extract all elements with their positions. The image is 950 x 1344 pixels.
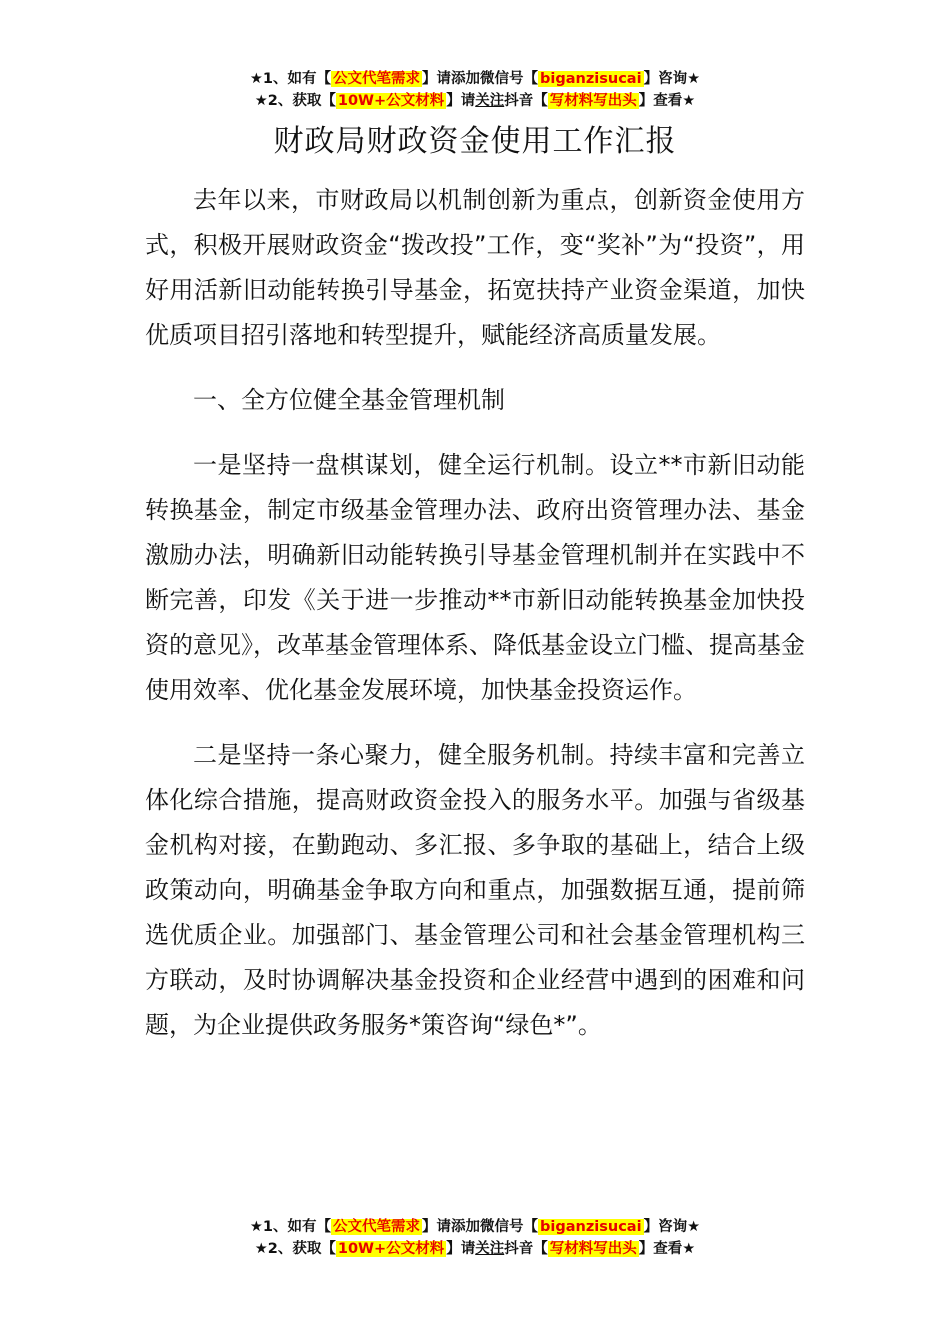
promo-highlight: 公文代笔需求: [333, 71, 421, 87]
document-body: [145, 178, 805, 1068]
promo-text: 】查看★: [638, 93, 696, 109]
promo-emphasis: 加: [465, 71, 481, 87]
promo-text: 】请: [446, 1241, 476, 1257]
promo-text: ★1、如有【: [249, 1219, 332, 1235]
promo-highlight: 写材料写出头: [549, 1241, 637, 1257]
promo-text: 】咨询★: [643, 1219, 701, 1235]
promo-highlight: 写材料写出头: [549, 93, 637, 109]
promo-text: 微信号【: [480, 71, 539, 87]
promo-line-2: [0, 1238, 950, 1260]
promo-text: 抖音【: [504, 1241, 548, 1257]
promo-highlight: biganzisucai: [540, 71, 642, 87]
promo-text: 】查看★: [638, 1241, 696, 1257]
promo-text: 】请添: [422, 71, 466, 87]
promo-text: 】请: [446, 93, 476, 109]
promo-text: 抖音【: [504, 93, 548, 109]
promo-line-1: [0, 1216, 950, 1238]
promo-highlight: 公文代笔需求: [333, 1219, 421, 1235]
promo-emphasis: 关注: [475, 93, 505, 109]
promo-text: 微信号【: [480, 1219, 539, 1235]
promo-text: 】咨询★: [643, 71, 701, 87]
promo-highlight: 10W+公文材料: [337, 93, 445, 109]
promo-text: 】请添: [422, 1219, 466, 1235]
promo-text: ★2、获取【: [254, 93, 336, 109]
document-title: 财政局财政资金使用工作汇报: [273, 124, 677, 159]
promo-line-1: [0, 68, 950, 90]
promo-banner-top: [0, 68, 950, 112]
intro-paragraph: 去年以来，市财政局以机制创新为重点，创新资金使用方式，积极开展财政资金“拨改投”工作，变“奖补”为“投资”，用好用活新旧动能转换引导基金，拓宽扶持产业资金渠道，加快优质项目招引落地和转型提升，赋能经济高质量发展。: [145, 186, 805, 349]
promo-line-2: [0, 90, 950, 112]
promo-highlight: 10W+公文材料: [337, 1241, 445, 1257]
promo-highlight: biganzisucai: [540, 1219, 642, 1235]
body-paragraph: 一是坚持一盘棋谋划，健全运行机制。设立**市新旧动能转换基金，制定市级基金管理办法、政府出资管理办法、基金激励办法，明确新旧动能转换引导基金管理机制并在实践中不断完善，印发《关于进一步推动**市新旧动能转换基金加快投资的意见》，改革基金管理体系、降低基金设立门槛、提高基金使用效率、优化基金发展环境，加快基金投资运作。: [145, 451, 805, 704]
promo-banner-bottom: [0, 1216, 950, 1260]
section-heading: 一、全方位健全基金管理机制: [193, 386, 505, 414]
promo-text: ★1、如有【: [249, 71, 332, 87]
body-paragraph: 二是坚持一条心聚力，健全服务机制。持续丰富和完善立体化综合措施，提高财政资金投入的服务水平。加强与省级基金机构对接，在勤跑动、多汇报、多争取的基础上，结合上级政策动向，明确基金争取方向和重点，加强数据互通，提前筛选优质企业。加强部门、基金管理公司和社会基金管理机构三方联动，及时协调解决基金投资和企业经营中遇到的困难和问题，为企业提供政务服务*策咨询“绿色*”。: [145, 741, 805, 1039]
promo-text: ★2、获取【: [254, 1241, 336, 1257]
promo-emphasis: 关注: [475, 1241, 505, 1257]
promo-emphasis: 加: [465, 1219, 481, 1235]
